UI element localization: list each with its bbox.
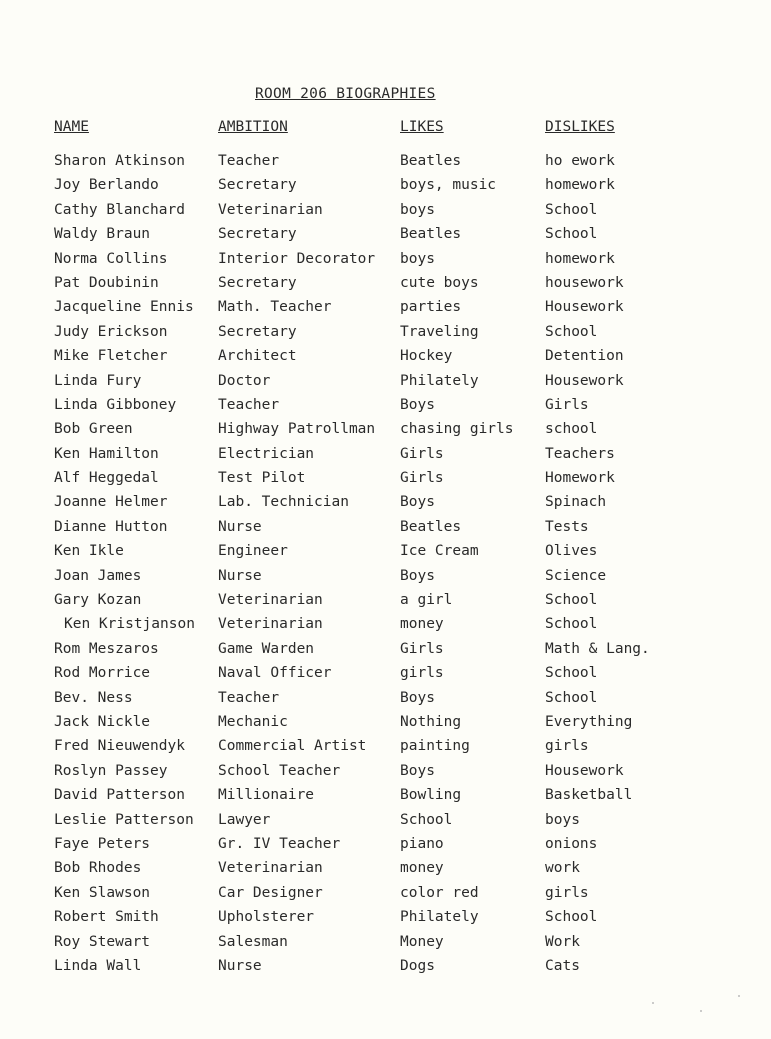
cell-likes: Boys [400,567,435,584]
table-row [0,273,771,297]
cell-name: David Patterson [54,787,185,804]
cell-dislikes: Olives [545,543,598,560]
cell-ambition: Mechanic [218,713,288,730]
cell-name: Mike Fletcher [54,348,168,365]
table-row [0,956,771,980]
cell-dislikes: Everything [545,713,633,730]
table-row [0,297,771,321]
cell-likes: Hockey [400,348,453,365]
cell-name: Joy Berlando [54,177,159,194]
cell-dislikes: Housework [545,762,624,779]
table-row [0,761,771,785]
cell-dislikes: Girls [545,396,589,413]
cell-dislikes: onions [545,835,598,852]
cell-ambition: Architect [218,348,297,365]
cell-name: Pat Doubinin [54,274,159,291]
cell-name: Cathy Blanchard [54,201,185,218]
cell-likes: Girls [400,640,444,657]
table-row [0,419,771,443]
cell-name: Roy Stewart [54,933,151,950]
cell-name: Gary Kozan [54,592,142,609]
cell-likes: cute boys [400,274,479,291]
cell-name: Joanne Helmer [54,494,168,511]
cell-ambition: Secretary [218,274,297,291]
cell-name: Dianne Hutton [54,518,168,535]
cell-likes: Boys [400,689,435,706]
cell-ambition: Veterinarian [218,592,323,609]
cell-dislikes: Housework [545,299,624,316]
table-row [0,346,771,370]
cell-name: Jacqueline Ennis [54,299,194,316]
cell-dislikes: Science [545,567,607,584]
cell-ambition: Secretary [218,226,297,243]
cell-name: Rod Morrice [54,665,151,682]
cell-name: Robert Smith [54,909,159,926]
cell-name: Linda Wall [54,957,142,974]
table-row [0,468,771,492]
table-row [0,834,771,858]
paper-speck [700,1010,702,1012]
cell-likes: piano [400,835,444,852]
cell-likes: Beatles [400,518,462,535]
cell-dislikes: Homework [545,470,615,487]
cell-ambition: Game Warden [218,640,315,657]
cell-dislikes: Math & Lang. [545,640,650,657]
cell-ambition: Veterinarian [218,201,323,218]
page-title: ROOM 206 BIOGRAPHIES [255,86,436,102]
cell-dislikes: School [545,592,598,609]
table-row [0,444,771,468]
cell-likes: chasing girls [400,421,514,438]
cell-name: Linda Gibboney [54,396,177,413]
cell-name: Bob Green [54,421,133,438]
cell-dislikes: Housework [545,372,624,389]
column-header-ambition: AMBITION [218,119,288,135]
cell-name: Judy Erickson [54,323,168,340]
cell-name: Norma Collins [54,250,168,267]
cell-likes: Boys [400,396,435,413]
cell-name: Roslyn Passey [54,762,168,779]
cell-name: Fred Nieuwendyk [54,738,185,755]
table-row [0,541,771,565]
cell-likes: Boys [400,762,435,779]
cell-likes: Girls [400,470,444,487]
cell-likes: a girl [400,592,453,609]
cell-ambition: Secretary [218,177,297,194]
biography-list [0,151,771,980]
cell-dislikes: boys [545,811,580,828]
cell-ambition: Veterinarian [218,616,323,633]
cell-likes: Money [400,933,444,950]
column-header-likes: LIKES [400,119,444,135]
cell-ambition: Nurse [218,567,262,584]
cell-dislikes: School [545,616,598,633]
cell-dislikes: homework [545,250,615,267]
cell-dislikes: School [545,909,598,926]
cell-likes: boys [400,201,435,218]
cell-likes: Nothing [400,713,462,730]
table-row [0,395,771,419]
cell-likes: painting [400,738,470,755]
table-row [0,566,771,590]
cell-dislikes: work [545,860,580,877]
cell-ambition: Electrician [218,445,315,462]
cell-dislikes: Detention [545,348,624,365]
table-row [0,322,771,346]
cell-dislikes: School [545,323,598,340]
cell-name: Ken Ikle [54,543,124,560]
cell-name: Ken Hamilton [54,445,159,462]
cell-dislikes: School [545,226,598,243]
cell-dislikes: School [545,201,598,218]
cell-ambition: Lab. Technician [218,494,349,511]
cell-dislikes: School [545,689,598,706]
cell-dislikes: Basketball [545,787,633,804]
cell-ambition: Nurse [218,957,262,974]
paper-speck [652,1002,654,1004]
table-row [0,517,771,541]
cell-ambition: Lawyer [218,811,271,828]
cell-likes: Beatles [400,153,462,169]
table-row [0,200,771,224]
table-row [0,151,771,175]
table-row [0,883,771,907]
cell-likes: money [400,860,444,877]
cell-likes: girls [400,665,444,682]
cell-dislikes: girls [545,884,589,901]
cell-ambition: Upholsterer [218,909,315,926]
cell-ambition: Highway Patrollman [218,421,376,438]
cell-likes: Philately [400,372,479,389]
column-header-dislikes: DISLIKES [545,119,615,135]
cell-dislikes: housework [545,274,624,291]
table-row [0,590,771,614]
table-row [0,224,771,248]
cell-likes: Dogs [400,957,435,974]
cell-ambition: Nurse [218,518,262,535]
cell-likes: Bowling [400,787,462,804]
cell-dislikes: Teachers [545,445,615,462]
cell-ambition: Teacher [218,153,280,169]
cell-likes: Girls [400,445,444,462]
cell-ambition: Commercial Artist [218,738,367,755]
cell-dislikes: ho ework [545,153,615,169]
cell-likes: Beatles [400,226,462,243]
cell-dislikes: Work [545,933,580,950]
cell-likes: money [400,616,444,633]
cell-dislikes: Spinach [545,494,607,511]
cell-ambition: Interior Decorator [218,250,376,267]
table-row [0,736,771,760]
cell-ambition: Naval Officer [218,665,332,682]
cell-likes: Traveling [400,323,479,340]
cell-name: Sharon Atkinson [54,153,185,169]
table-row [0,712,771,736]
cell-dislikes: Tests [545,518,589,535]
cell-name: Bev. Ness [54,689,133,706]
cell-likes: Boys [400,494,435,511]
cell-likes: boys, music [400,177,497,194]
cell-ambition: Millionaire [218,787,315,804]
table-row [0,614,771,638]
table-row [0,810,771,834]
cell-name: Ken Kristjanson [64,616,195,633]
cell-likes: Ice Cream [400,543,479,560]
cell-dislikes: school [545,421,598,438]
cell-ambition: Engineer [218,543,288,560]
table-row [0,907,771,931]
cell-dislikes: School [545,665,598,682]
table-row [0,371,771,395]
cell-ambition: Math. Teacher [218,299,332,316]
table-row [0,688,771,712]
cell-ambition: Secretary [218,323,297,340]
cell-name: Jack Nickle [54,713,151,730]
cell-likes: School [400,811,453,828]
cell-ambition: Veterinarian [218,860,323,877]
cell-name: Leslie Patterson [54,811,194,828]
cell-ambition: Test Pilot [218,470,306,487]
cell-name: Bob Rhodes [54,860,142,877]
cell-name: Ken Slawson [54,884,151,901]
table-row [0,175,771,199]
cell-dislikes: homework [545,177,615,194]
cell-ambition: Doctor [218,372,271,389]
cell-ambition: School Teacher [218,762,341,779]
cell-ambition: Teacher [218,396,280,413]
cell-dislikes: girls [545,738,589,755]
cell-likes: parties [400,299,462,316]
cell-ambition: Gr. IV Teacher [218,835,341,852]
table-row [0,639,771,663]
cell-dislikes: Cats [545,957,580,974]
table-row [0,663,771,687]
cell-name: Waldy Braun [54,226,151,243]
cell-ambition: Teacher [218,689,280,706]
cell-ambition: Car Designer [218,884,323,901]
cell-likes: Philately [400,909,479,926]
table-row [0,785,771,809]
table-row [0,932,771,956]
cell-name: Linda Fury [54,372,142,389]
cell-name: Joan James [54,567,142,584]
cell-name: Faye Peters [54,835,151,852]
table-row [0,858,771,882]
cell-ambition: Salesman [218,933,288,950]
cell-name: Rom Meszaros [54,640,159,657]
paper-speck [738,995,740,997]
cell-likes: color red [400,884,479,901]
cell-likes: boys [400,250,435,267]
table-row [0,249,771,273]
column-header-name: NAME [54,119,89,135]
cell-name: Alf Heggedal [54,470,159,487]
table-row [0,492,771,516]
